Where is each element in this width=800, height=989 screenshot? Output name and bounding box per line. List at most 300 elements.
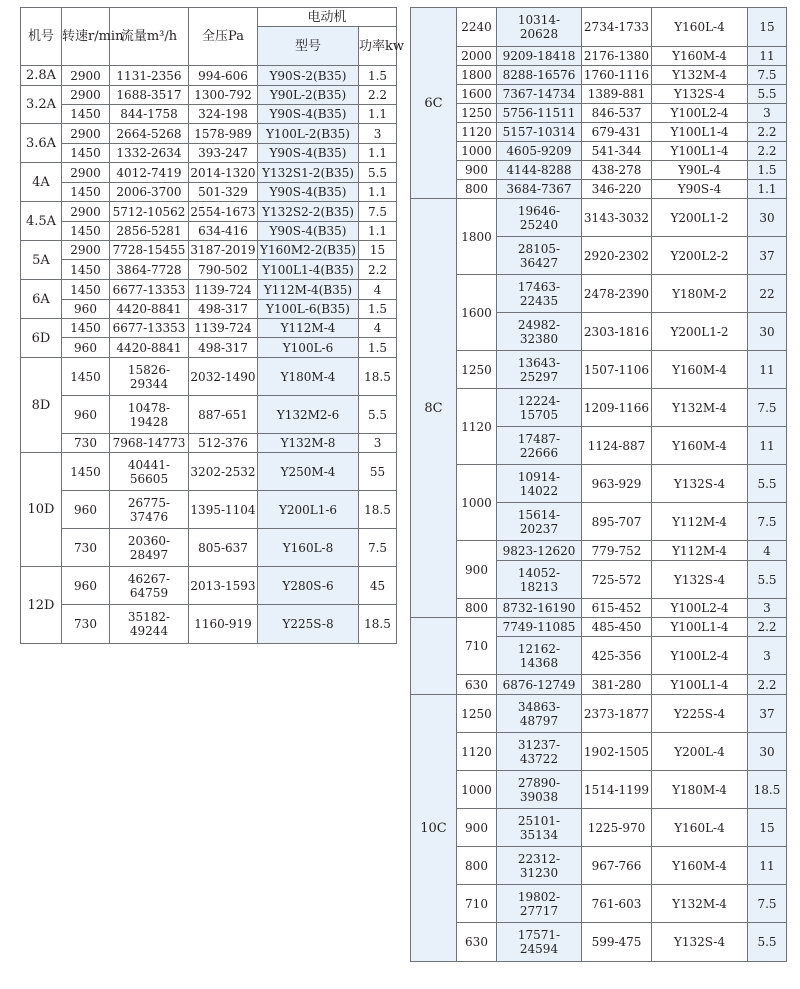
flow-cell: 8732-16190 <box>497 599 582 618</box>
pressure-cell: 512-376 <box>189 434 258 453</box>
motor-cell: Y132S1-2(B35) <box>258 163 359 183</box>
range-start: 12162- <box>517 641 561 656</box>
motor-cell: Y100L2-4 <box>652 637 748 675</box>
power-cell: 30 <box>748 733 787 771</box>
speed-cell: 800 <box>457 180 497 199</box>
table-row <box>21 280 397 300</box>
right-table-body <box>411 8 787 962</box>
model-cell: 5A <box>21 241 62 280</box>
speed-cell: 2900 <box>62 241 110 260</box>
pressure-cell: 1139-724 <box>189 319 258 338</box>
header-flow <box>110 8 189 66</box>
range-start: 20360- <box>127 533 171 548</box>
power-cell: 55 <box>359 453 397 491</box>
speed-cell: 1000 <box>457 142 497 161</box>
speed-cell: 710 <box>457 618 497 675</box>
motor-cell: Y160M2-2(B35) <box>258 241 359 260</box>
speed-cell: 2900 <box>62 66 110 86</box>
motor-cell: Y225S-8 <box>258 605 359 644</box>
motor-cell: Y132S-4 <box>652 923 748 962</box>
table-row <box>411 180 787 199</box>
pressure-cell: 634-416 <box>189 222 258 241</box>
pressure-cell: 1225-970 <box>582 809 652 847</box>
power-cell: 37 <box>748 237 787 275</box>
table-row <box>21 163 397 183</box>
range-end: 18213 <box>519 579 559 594</box>
flow-cell: 2664-5268 <box>110 124 189 144</box>
motor-cell: Y160M-4 <box>652 427 748 465</box>
table-row <box>21 491 397 529</box>
flow-cell <box>497 8 582 47</box>
table-row <box>21 434 397 453</box>
range-start: 34863- <box>517 699 561 714</box>
range-end: 22666 <box>519 445 559 460</box>
power-cell: 15 <box>359 241 397 260</box>
power-cell: 1.1 <box>359 105 397 124</box>
power-cell: 30 <box>748 313 787 351</box>
range-start: 19802- <box>517 889 561 904</box>
pressure-cell: 1124-887 <box>582 427 652 465</box>
range-end: 19428 <box>129 414 169 429</box>
header-flow-label: 流量 <box>120 29 147 44</box>
table-row <box>411 771 787 809</box>
motor-cell: Y90S-4(B35) <box>258 105 359 124</box>
power-cell: 11 <box>748 351 787 389</box>
flow-cell <box>497 351 582 389</box>
motor-cell: Y100L1-4 <box>652 618 748 637</box>
motor-cell: Y112M-4 <box>652 541 748 561</box>
range-end: 14022 <box>519 483 559 498</box>
pressure-cell: 501-329 <box>189 183 258 202</box>
speed-cell: 1120 <box>457 389 497 465</box>
range-end: 37476 <box>129 509 169 524</box>
speed-cell: 1250 <box>457 104 497 123</box>
flow-cell: 4420-8841 <box>110 338 189 358</box>
table-row <box>21 338 397 358</box>
range-start: 19646- <box>517 203 561 218</box>
motor-cell: Y90S-4(B35) <box>258 222 359 241</box>
flow-cell: 6677-13353 <box>110 280 189 300</box>
motor-cell: Y180M-2 <box>652 275 748 313</box>
table-row <box>21 124 397 144</box>
motor-cell: Y200L1-2 <box>652 199 748 237</box>
flow-cell: 3864-7728 <box>110 260 189 280</box>
table-row <box>21 567 397 605</box>
flow-cell <box>497 733 582 771</box>
power-cell: 1.1 <box>359 222 397 241</box>
flow-cell: 7749-11085 <box>497 618 582 637</box>
pressure-cell: 1139-724 <box>189 280 258 300</box>
range-end: 15705 <box>519 407 559 422</box>
range-start: 17463- <box>517 279 561 294</box>
model-cell: 3.6A <box>21 124 62 163</box>
power-cell: 18.5 <box>359 605 397 644</box>
motor-cell: Y160L-4 <box>652 8 748 47</box>
pressure-cell: 1395-1104 <box>189 491 258 529</box>
flow-cell <box>497 313 582 351</box>
header-model: 机号 <box>21 8 62 66</box>
pressure-cell: 541-344 <box>582 142 652 161</box>
pressure-cell: 790-502 <box>189 260 258 280</box>
flow-cell <box>110 491 189 529</box>
range-end: 35134 <box>519 827 559 842</box>
speed-cell: 1000 <box>457 771 497 809</box>
header-pressure-unit: Pa <box>228 29 244 44</box>
flow-cell <box>497 695 582 733</box>
header-flow-unit: m³/h <box>146 29 178 44</box>
range-start: 17571- <box>517 928 561 942</box>
speed-cell: 1450 <box>62 260 110 280</box>
flow-cell <box>497 427 582 465</box>
speed-cell: 1120 <box>457 733 497 771</box>
speed-cell: 1450 <box>62 183 110 202</box>
flow-cell <box>497 847 582 885</box>
power-cell: 37 <box>748 695 787 733</box>
flow-cell <box>497 237 582 275</box>
flow-cell: 7728-15455 <box>110 241 189 260</box>
speed-cell: 800 <box>457 599 497 618</box>
pressure-cell: 1902-1505 <box>582 733 652 771</box>
speed-cell: 1600 <box>457 275 497 351</box>
pressure-cell: 2032-1490 <box>189 358 258 396</box>
range-start: 26775- <box>127 495 171 510</box>
speed-cell: 900 <box>457 161 497 180</box>
flow-cell <box>497 561 582 599</box>
motor-cell: Y112M-4 <box>652 503 748 541</box>
table-row <box>21 202 397 222</box>
power-cell: 18.5 <box>359 358 397 396</box>
flow-cell: 5756-11511 <box>497 104 582 123</box>
pressure-cell: 963-929 <box>582 465 652 503</box>
power-cell: 4 <box>359 319 397 338</box>
power-cell: 4 <box>748 541 787 561</box>
power-cell: 15 <box>748 8 787 47</box>
power-cell: 11 <box>748 47 787 66</box>
pressure-cell: 2014-1320 <box>189 163 258 183</box>
power-cell: 4 <box>359 280 397 300</box>
table-row <box>411 85 787 104</box>
speed-cell: 960 <box>62 491 110 529</box>
flow-cell <box>497 275 582 313</box>
range-end: 25297 <box>519 369 559 384</box>
range-end: 24594 <box>519 942 559 956</box>
power-cell: 45 <box>359 567 397 605</box>
range-start: 10478- <box>127 400 171 415</box>
table-row <box>21 300 397 319</box>
range-end: 36427 <box>519 255 559 270</box>
model-cell: 4A <box>21 163 62 202</box>
motor-cell: Y132S-4 <box>652 85 748 104</box>
motor-cell: Y100L-6(B35) <box>258 300 359 319</box>
table-row <box>21 319 397 338</box>
pressure-cell: 438-278 <box>582 161 652 180</box>
speed-cell: 960 <box>62 396 110 434</box>
speed-cell: 2900 <box>62 163 110 183</box>
flow-cell <box>497 389 582 427</box>
model-cell: 10D <box>21 453 62 567</box>
range-end: 31230 <box>519 865 559 880</box>
table-row <box>21 66 397 86</box>
flow-cell: 6876-12749 <box>497 675 582 695</box>
range-end: 43722 <box>519 751 559 766</box>
pressure-cell: 2303-1816 <box>582 313 652 351</box>
pressure-cell: 805-637 <box>189 529 258 567</box>
power-cell: 2.2 <box>748 675 787 695</box>
motor-cell: Y250M-4 <box>258 453 359 491</box>
model-cell: 4.5A <box>21 202 62 241</box>
motor-cell: Y200L-4 <box>652 733 748 771</box>
pressure-cell: 1209-1166 <box>582 389 652 427</box>
pressure-cell: 1507-1106 <box>582 351 652 389</box>
pressure-cell: 1578-989 <box>189 124 258 144</box>
flow-cell: 2006-3700 <box>110 183 189 202</box>
motor-cell: Y132M-4 <box>652 66 748 85</box>
flow-cell: 8288-16576 <box>497 66 582 85</box>
range-start: 15826- <box>127 362 171 377</box>
speed-cell: 1250 <box>457 351 497 389</box>
motor-cell: Y160M-4 <box>652 47 748 66</box>
flow-cell <box>497 503 582 541</box>
table-row <box>411 465 787 503</box>
power-cell: 7.5 <box>359 202 397 222</box>
range-start: 35182- <box>127 610 171 624</box>
pressure-cell: 887-651 <box>189 396 258 434</box>
flow-cell <box>497 885 582 923</box>
table-row <box>411 885 787 923</box>
flow-cell: 4012-7419 <box>110 163 189 183</box>
motor-cell: Y132S-4 <box>652 561 748 599</box>
range-end: 27717 <box>519 903 559 918</box>
power-cell: 5.5 <box>748 561 787 599</box>
speed-cell: 2900 <box>62 202 110 222</box>
header-speed-unit: r/min <box>88 29 124 44</box>
motor-cell: Y160L-4 <box>652 809 748 847</box>
table-row <box>411 123 787 142</box>
motor-cell: Y100L1-4(B35) <box>258 260 359 280</box>
speed-cell: 730 <box>62 529 110 567</box>
table-row <box>411 923 787 962</box>
speed-cell: 960 <box>62 567 110 605</box>
motor-cell: Y100L2-4 <box>652 104 748 123</box>
power-cell: 5.5 <box>748 923 787 962</box>
power-cell: 18.5 <box>359 491 397 529</box>
power-cell: 3 <box>359 434 397 453</box>
power-cell: 3 <box>359 124 397 144</box>
motor-cell: Y100L2-4 <box>652 599 748 618</box>
pressure-cell: 1160-919 <box>189 605 258 644</box>
pressure-cell: 1514-1199 <box>582 771 652 809</box>
pressure-cell: 2176-1380 <box>582 47 652 66</box>
table-row <box>21 358 397 396</box>
pressure-cell: 3187-2019 <box>189 241 258 260</box>
range-start: 10914- <box>517 469 561 484</box>
speed-cell: 800 <box>457 847 497 885</box>
model-cell: 6A <box>21 280 62 319</box>
power-cell: 5.5 <box>748 465 787 503</box>
header-pressure <box>189 8 258 66</box>
model-cell: 6C <box>411 8 457 199</box>
table-row <box>411 618 787 637</box>
power-cell: 1.5 <box>359 338 397 358</box>
motor-cell: Y90S-4(B35) <box>258 183 359 202</box>
pressure-cell: 679-431 <box>582 123 652 142</box>
range-end: 48797 <box>519 713 559 728</box>
pressure-cell: 895-707 <box>582 503 652 541</box>
flow-cell <box>497 199 582 237</box>
pressure-cell: 725-572 <box>582 561 652 599</box>
motor-cell: Y100L1-4 <box>652 123 748 142</box>
table-row <box>411 8 787 47</box>
table-row <box>21 396 397 434</box>
range-start: 22312- <box>517 851 561 866</box>
table-row <box>411 351 787 389</box>
flow-cell: 1131-2356 <box>110 66 189 86</box>
left-fan-table <box>20 7 405 644</box>
flow-cell <box>497 637 582 675</box>
flow-cell: 9209-18418 <box>497 47 582 66</box>
range-start: 31237- <box>517 737 561 752</box>
speed-cell: 960 <box>62 338 110 358</box>
model-cell <box>411 618 457 695</box>
flow-cell: 5712-10562 <box>110 202 189 222</box>
motor-cell: Y90L-2(B35) <box>258 86 359 105</box>
range-end: 32380 <box>519 331 559 346</box>
motor-cell: Y200L1-6 <box>258 491 359 529</box>
pressure-cell: 2554-1673 <box>189 202 258 222</box>
motor-cell: Y132M-4 <box>652 389 748 427</box>
range-start: 46267- <box>127 571 171 586</box>
speed-cell: 1800 <box>457 199 497 275</box>
pressure-cell: 498-317 <box>189 300 258 319</box>
model-cell: 12D <box>21 567 62 644</box>
right-fan-table <box>410 7 787 962</box>
table-row <box>411 66 787 85</box>
motor-cell: Y100L-2(B35) <box>258 124 359 144</box>
table-row <box>21 260 397 280</box>
range-end: 20628 <box>519 27 559 41</box>
flow-cell: 7968-14773 <box>110 434 189 453</box>
pressure-cell: 779-752 <box>582 541 652 561</box>
flow-cell <box>110 567 189 605</box>
model-cell: 8D <box>21 358 62 453</box>
motor-cell: Y160L-8 <box>258 529 359 567</box>
speed-cell: 2900 <box>62 86 110 105</box>
flow-cell: 3684-7367 <box>497 180 582 199</box>
table-row <box>411 199 787 237</box>
motor-cell: Y280S-6 <box>258 567 359 605</box>
pressure-cell: 761-603 <box>582 885 652 923</box>
table-row <box>21 605 397 644</box>
range-start: 10314- <box>517 13 561 27</box>
power-cell: 1.5 <box>359 66 397 86</box>
speed-cell: 1250 <box>457 695 497 733</box>
flow-cell <box>110 453 189 491</box>
range-start: 27890- <box>517 775 561 790</box>
power-cell: 22 <box>748 275 787 313</box>
flow-cell: 2856-5281 <box>110 222 189 241</box>
pressure-cell: 2373-1877 <box>582 695 652 733</box>
power-cell: 3 <box>748 599 787 618</box>
table-row <box>411 695 787 733</box>
motor-cell: Y132M-4 <box>652 885 748 923</box>
table-row <box>411 599 787 618</box>
table-row <box>411 275 787 313</box>
motor-cell: Y200L2-2 <box>652 237 748 275</box>
range-end: 29344 <box>129 376 169 391</box>
speed-cell: 710 <box>457 885 497 923</box>
table-row <box>21 241 397 260</box>
speed-cell: 1120 <box>457 123 497 142</box>
flow-cell <box>110 529 189 567</box>
range-end: 49244 <box>129 624 169 638</box>
power-cell: 7.5 <box>359 529 397 567</box>
speed-cell: 730 <box>62 605 110 644</box>
flow-cell <box>497 771 582 809</box>
speed-cell: 1450 <box>62 222 110 241</box>
pressure-cell: 425-356 <box>582 637 652 675</box>
power-cell: 2.2 <box>359 260 397 280</box>
pressure-cell: 381-280 <box>582 675 652 695</box>
motor-cell: Y100L-6 <box>258 338 359 358</box>
pressure-cell: 3143-3032 <box>582 199 652 237</box>
range-start: 14052- <box>517 565 561 580</box>
speed-cell: 2900 <box>62 124 110 144</box>
range-start: 15614- <box>517 507 561 522</box>
power-cell: 5.5 <box>359 163 397 183</box>
speed-cell: 630 <box>457 923 497 962</box>
range-end: 28497 <box>129 547 169 562</box>
speed-cell: 1450 <box>62 105 110 124</box>
pressure-cell: 1760-1116 <box>582 66 652 85</box>
pressure-cell: 2478-2390 <box>582 275 652 313</box>
speed-cell: 2240 <box>457 8 497 47</box>
table-row <box>21 222 397 241</box>
speed-cell: 730 <box>62 434 110 453</box>
header-power-unit: kw <box>385 38 405 54</box>
header-motor-type: 型号 <box>258 27 359 66</box>
pressure-cell: 2013-1593 <box>189 567 258 605</box>
speed-cell: 630 <box>457 675 497 695</box>
pressure-cell: 2734-1733 <box>582 8 652 47</box>
model-cell: 3.2A <box>21 86 62 124</box>
table-row <box>411 675 787 695</box>
pressure-cell: 324-198 <box>189 105 258 124</box>
motor-cell: Y132M-8 <box>258 434 359 453</box>
pressure-cell: 3202-2532 <box>189 453 258 491</box>
flow-cell: 9823-12620 <box>497 541 582 561</box>
table-row <box>411 389 787 427</box>
table-row <box>411 104 787 123</box>
speed-cell: 900 <box>457 809 497 847</box>
speed-cell: 1600 <box>457 85 497 104</box>
power-cell: 7.5 <box>748 389 787 427</box>
motor-cell: Y180M-4 <box>652 771 748 809</box>
speed-cell: 1800 <box>457 66 497 85</box>
power-cell: 2.2 <box>748 618 787 637</box>
table-row <box>21 183 397 202</box>
flow-cell: 6677-13353 <box>110 319 189 338</box>
pressure-cell: 2920-2302 <box>582 237 652 275</box>
power-cell: 1.1 <box>359 183 397 202</box>
power-cell: 3 <box>748 637 787 675</box>
flow-cell <box>497 923 582 962</box>
power-cell: 1.5 <box>748 161 787 180</box>
header-motor: 电动机 <box>258 8 397 27</box>
power-cell: 7.5 <box>748 503 787 541</box>
speed-cell: 1450 <box>62 144 110 163</box>
range-end: 14368 <box>519 655 559 670</box>
speed-cell: 2000 <box>457 47 497 66</box>
